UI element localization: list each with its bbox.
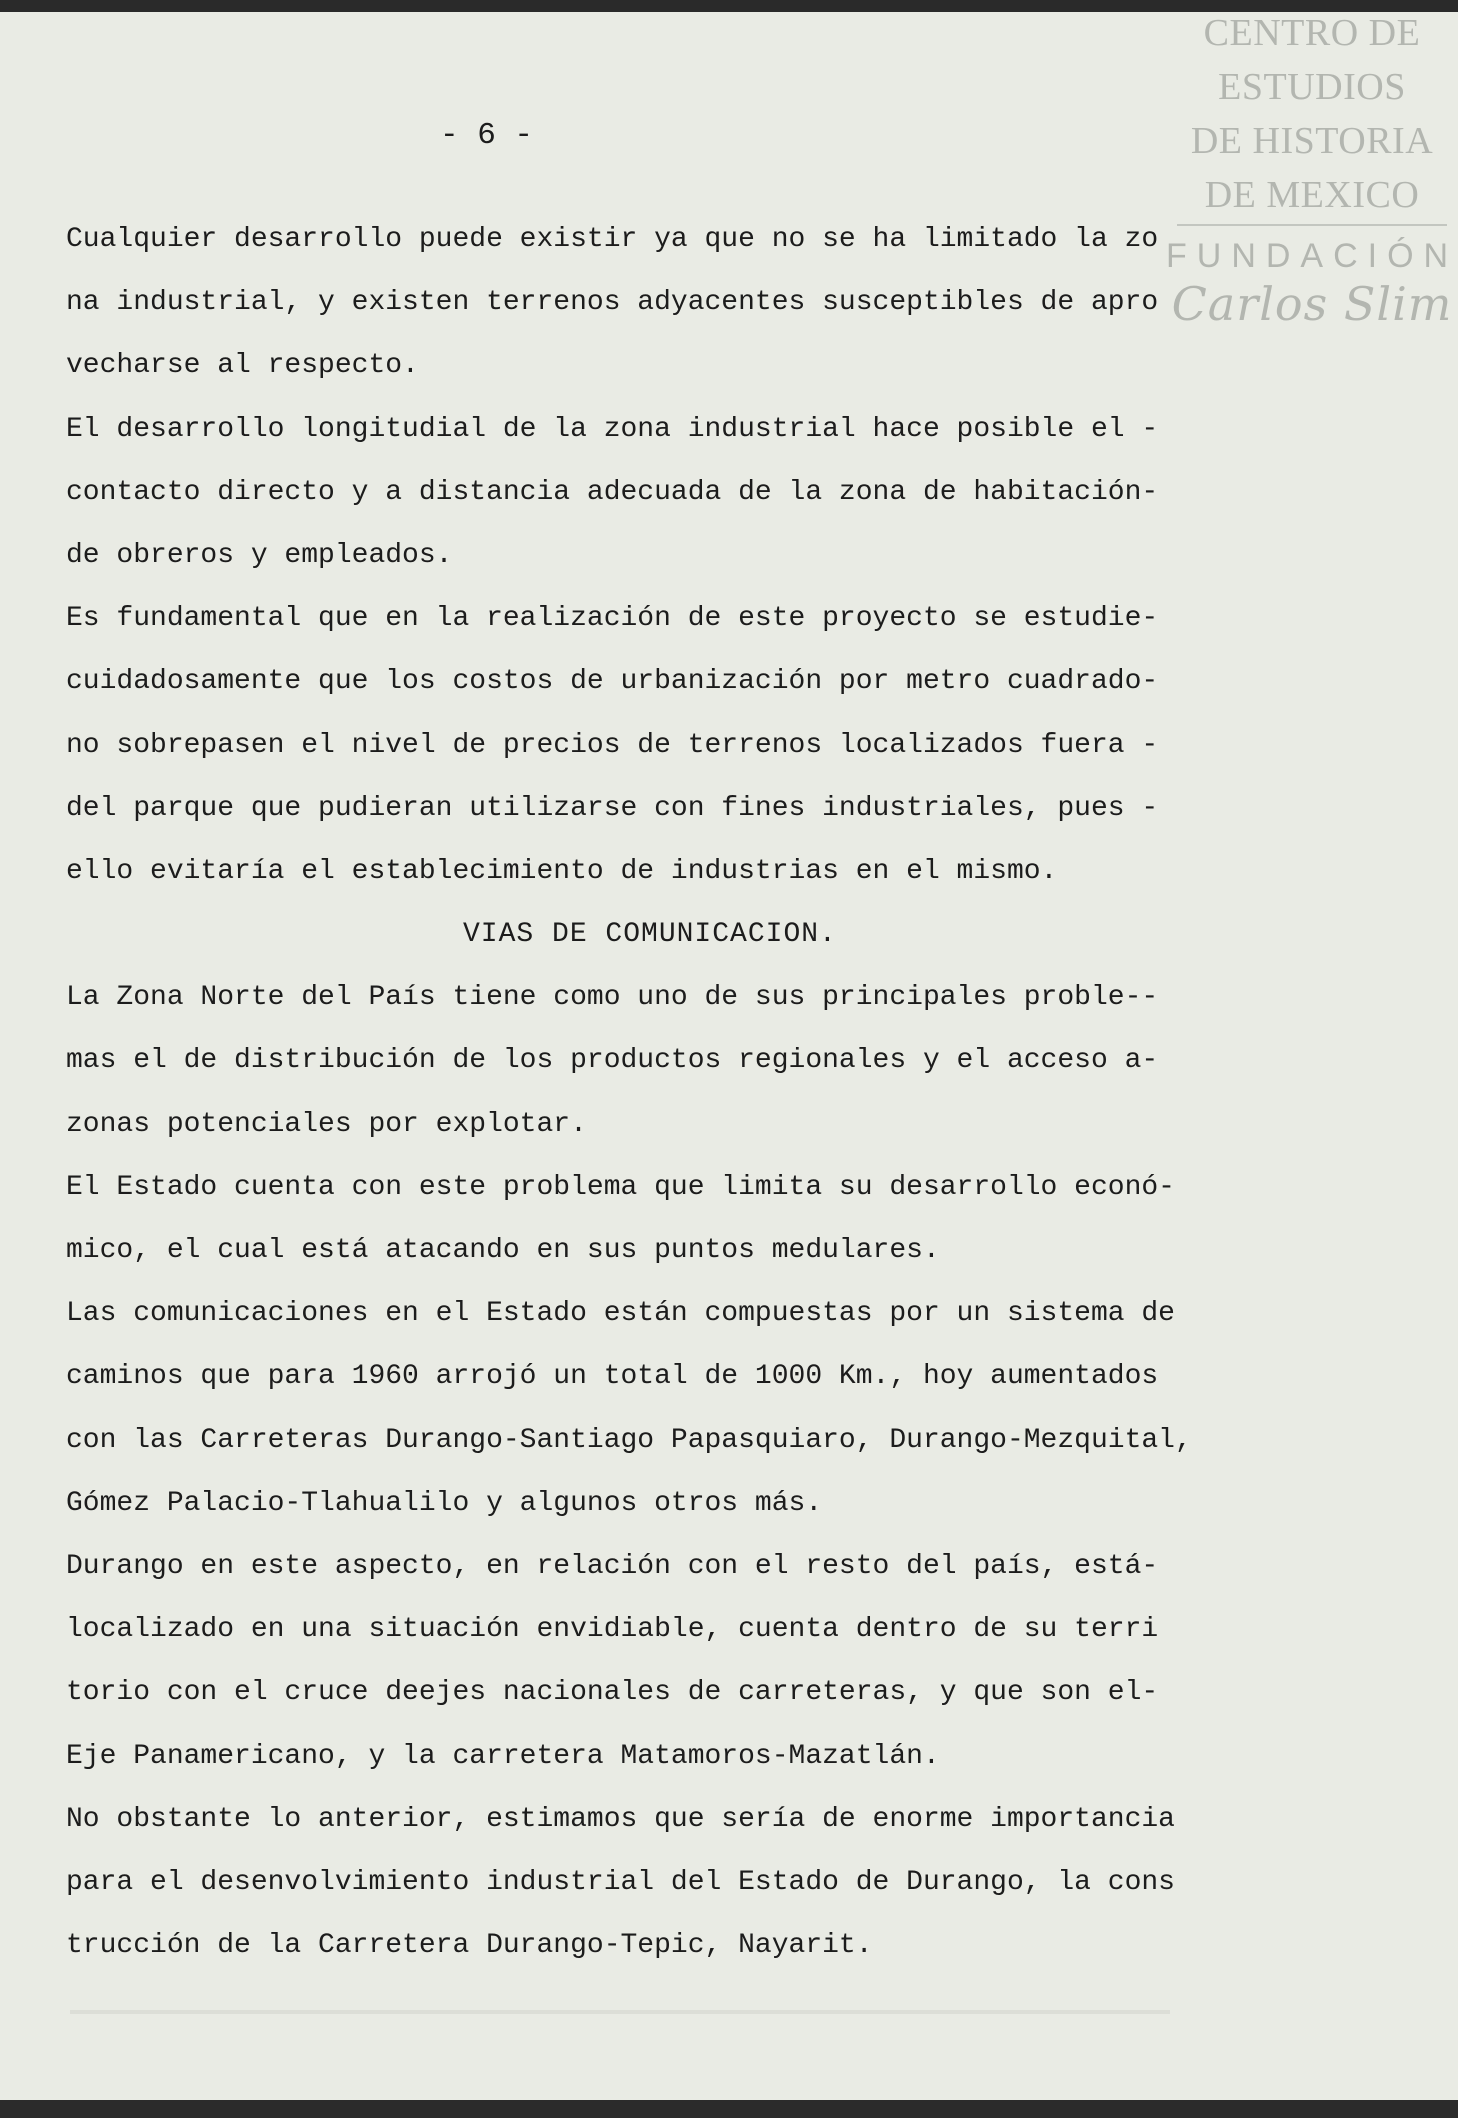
text-line: de obreros y empleados.: [66, 539, 453, 571]
section-heading: VIAS DE COMUNICACION.: [463, 919, 837, 951]
text-line: del parque que pudieran utilizarse con fines industriales, pues -: [66, 792, 1159, 824]
text-line: El desarrollo longitudial de la zona industrial hace posible el -: [66, 413, 1159, 445]
text-line: El Estado cuenta con este problema que limita su desarrollo econó-: [66, 1171, 1175, 1203]
text-line: torio con el cruce deejes nacionales de carreteras, y que son el-: [66, 1677, 1159, 1709]
typewritten-body: [66, 208, 1396, 1977]
watermark-line: DE HISTORIA: [1190, 120, 1434, 162]
watermark-signature: Carlos Slim: [1171, 277, 1453, 331]
text-line: vecharse al respecto.: [66, 350, 419, 382]
text-line: Eje Panamericano, y la carretera Matamoros-Mazatlán.: [66, 1740, 940, 1772]
text-line: na industrial, y existen terrenos adyacentes susceptibles de apro: [66, 287, 1159, 319]
text-line: zonas potenciales por explotar.: [66, 1108, 587, 1140]
text-line: La Zona Norte del País tiene como uno de sus principales proble--: [66, 982, 1159, 1014]
text-line: no sobrepasen el nivel de precios de terrenos localizados fuera -: [66, 729, 1159, 761]
text-line: trucción de la Carretera Durango-Tepic, Nayarit.: [66, 1930, 873, 1962]
text-line: ello evitaría el establecimiento de industrias en el mismo.: [66, 855, 1058, 887]
page-number: - 6 -: [440, 118, 534, 153]
scan-bottom-edge: [0, 2100, 1458, 2118]
text-line: Cualquier desarrollo puede existir ya que no se ha limitado la zo: [66, 224, 1159, 255]
watermark-line: CENTRO DE: [1203, 12, 1421, 54]
text-line: cuidadosamente que los costos de urbanización por metro cuadrado-: [66, 666, 1159, 698]
text-line: localizado en una situación envidiable, cuenta dentro de su terri: [66, 1614, 1159, 1646]
text-line: mas el de distribución de los productos regionales y el acceso a-: [66, 1045, 1159, 1077]
text-line: Las comunicaciones en el Estado están compuestas por un sistema de: [66, 1298, 1175, 1330]
faint-bleed-through: [70, 2010, 1170, 2014]
text-line: para el desenvolvimiento industrial del Estado de Durango, la cons: [66, 1866, 1175, 1898]
watermark-line: ESTUDIOS: [1218, 66, 1406, 108]
text-line: caminos que para 1960 arrojó un total de 1000 Km., hoy aumentados: [66, 1361, 1159, 1393]
text-line: Durango en este aspecto, en relación con el resto del país, está-: [66, 1550, 1159, 1582]
text-line: No obstante lo anterior, estimamos que sería de enorme importancia: [66, 1803, 1175, 1835]
text-line: Es fundamental que en la realización de este proyecto se estudie-: [66, 603, 1159, 635]
text-line: Gómez Palacio-Tlahualilo y algunos otros más.: [66, 1487, 823, 1519]
text-line: contacto directo y a distancia adecuada de la zona de habitación-: [66, 476, 1159, 508]
text-line: con las Carreteras Durango-Santiago Papasquiaro, Durango-Mezquital,: [66, 1424, 1192, 1456]
watermark-foundation: FUNDACIÓN: [1166, 237, 1458, 275]
text-line: mico, el cual está atacando en sus puntos medulares.: [66, 1235, 940, 1266]
watermark-line: DE MEXICO: [1204, 174, 1420, 216]
